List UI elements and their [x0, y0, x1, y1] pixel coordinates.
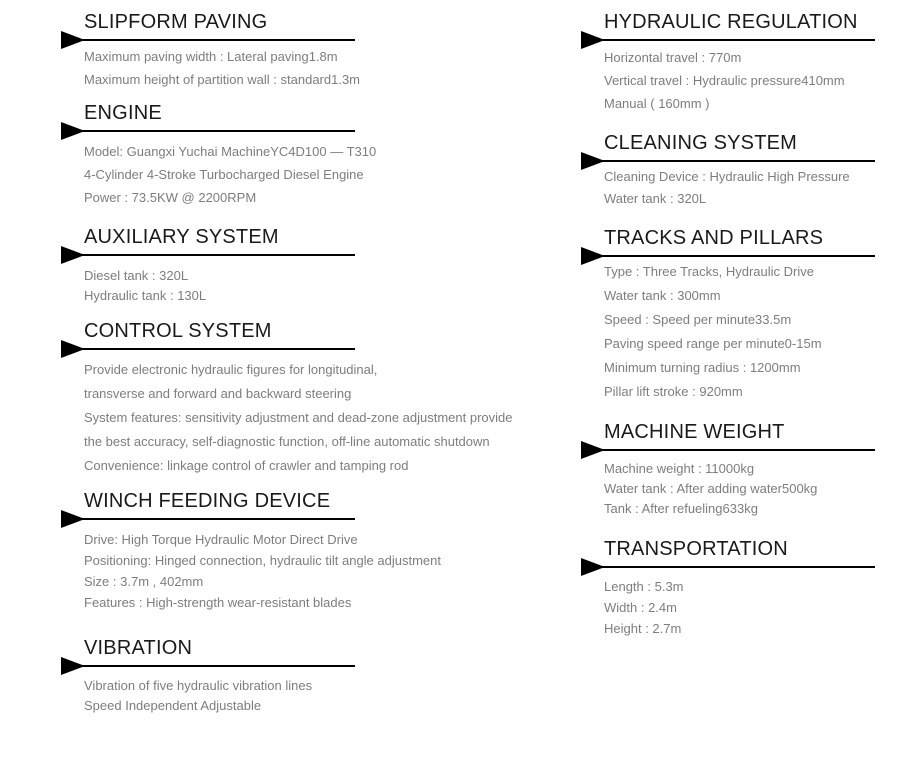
spec-line: Length : 5.3m — [604, 579, 684, 594]
spec-line: Width : 2.4m — [604, 600, 677, 615]
section-title: MACHINE WEIGHT — [604, 421, 785, 443]
arrow-right-marker-icon — [61, 657, 85, 675]
spec-lines — [583, 260, 875, 404]
arrow-right-marker-icon — [61, 340, 85, 358]
section-title: ENGINE — [84, 102, 162, 124]
spec-line: Maximum height of partition wall : standard1.3m — [84, 72, 361, 87]
section-tracks-and-pillars — [583, 225, 875, 404]
spec-line: Water tank : After adding water500kg — [604, 481, 818, 496]
section-vibration — [63, 635, 355, 716]
spec-lines — [63, 529, 441, 613]
spec-line: System features: sensitivity adjustment and dead-zone adjustment provide — [84, 410, 513, 425]
spec-line: Type : Three Tracks, Hydraulic Drive — [604, 264, 814, 279]
section-cleaning-system — [583, 130, 875, 210]
arrow-right-marker-icon — [61, 31, 85, 49]
spec-line: Cleaning Device : Hydraulic High Pressure — [604, 169, 850, 184]
section-title: TRACKS AND PILLARS — [604, 227, 824, 249]
arrow-right-marker-icon — [581, 152, 605, 170]
section-header — [583, 536, 875, 568]
section-header — [63, 224, 355, 256]
spec-line: Positioning: Hinged connection, hydraulic tilt angle adjustment — [84, 553, 441, 568]
section-title: VIBRATION — [84, 637, 193, 659]
section-title: TRANSPORTATION — [604, 538, 788, 560]
spec-line: the best accuracy, self-diagnostic function, off-line automatic shutdown — [84, 434, 490, 449]
section-slipform-paving — [63, 9, 361, 91]
spec-line: Maximum paving width : Lateral paving1.8m — [84, 49, 338, 64]
section-header — [63, 318, 355, 350]
arrow-right-marker-icon — [61, 510, 85, 528]
spec-lines — [63, 676, 355, 716]
section-title: CONTROL SYSTEM — [84, 320, 272, 342]
arrow-right-marker-icon — [581, 558, 605, 576]
section-title: CLEANING SYSTEM — [604, 132, 798, 154]
section-title: SLIPFORM PAVING — [84, 11, 268, 33]
section-title: AUXILIARY SYSTEM — [84, 226, 279, 248]
spec-line: 4-Cylinder 4-Stroke Turbocharged Diesel Engine — [84, 167, 364, 182]
spec-line: Manual ( 160mm ) — [604, 96, 710, 111]
spec-line: Speed : Speed per minute33.5m — [604, 312, 792, 327]
section-title: WINCH FEEDING DEVICE — [84, 490, 331, 512]
spec-line: Model: Guangxi Yuchai MachineYC4D100 — T310 — [84, 144, 377, 159]
section-auxiliary-system — [63, 224, 355, 306]
arrow-right-marker-icon — [61, 122, 85, 140]
arrow-right-marker-icon — [61, 246, 85, 264]
spec-lines — [583, 166, 875, 210]
section-control-system — [63, 318, 513, 478]
section-header — [583, 130, 875, 162]
spec-lines — [63, 140, 377, 209]
section-header — [63, 488, 355, 520]
spec-line: Height : 2.7m — [604, 621, 682, 636]
spec-lines — [63, 358, 513, 478]
spec-line: Drive: High Torque Hydraulic Motor Direct Drive — [84, 532, 358, 547]
section-engine — [63, 100, 377, 209]
section-title: HYDRAULIC REGULATION — [604, 11, 858, 33]
spec-line: transverse and forward and backward steering — [84, 386, 352, 401]
section-header — [583, 225, 875, 257]
spec-line: Tank : After refueling633kg — [604, 501, 758, 516]
section-header — [63, 100, 355, 132]
spec-line: Water tank : 320L — [604, 191, 707, 206]
section-header — [583, 419, 875, 451]
section-hydraulic-regulation — [583, 9, 875, 115]
section-header — [583, 9, 875, 41]
arrow-right-marker-icon — [581, 31, 605, 49]
spec-line: Vertical travel : Hydraulic pressure410mm — [604, 73, 845, 88]
section-header — [63, 635, 355, 667]
spec-lines — [63, 45, 361, 91]
section-transportation — [583, 536, 875, 639]
spec-line: Horizontal travel : 770m — [604, 50, 742, 65]
spec-line: Convenience: linkage control of crawler and tamping rod — [84, 458, 409, 473]
spec-line: Power : 73.5KW @ 2200RPM — [84, 190, 257, 205]
spec-line: Minimum turning radius : 1200mm — [604, 360, 801, 375]
spec-lines — [63, 266, 355, 306]
spec-line: Provide electronic hydraulic figures for longitudinal, — [84, 362, 378, 377]
spec-line: Water tank : 300mm — [604, 288, 721, 303]
spec-lines — [583, 576, 875, 639]
spec-line: Vibration of five hydraulic vibration lines — [84, 678, 313, 693]
arrow-right-marker-icon — [581, 441, 605, 459]
spec-line: Speed Independent Adjustable — [84, 698, 262, 713]
spec-line: Pillar lift stroke : 920mm — [604, 384, 743, 399]
spec-line: Features : High-strength wear-resistant blades — [84, 595, 352, 610]
spec-line: Machine weight : 11000kg — [604, 461, 755, 476]
arrow-right-marker-icon — [581, 247, 605, 265]
section-machine-weight — [583, 419, 875, 519]
spec-lines — [583, 46, 875, 115]
spec-lines — [583, 459, 875, 519]
spec-line: Hydraulic tank : 130L — [84, 288, 207, 303]
spec-line: Diesel tank : 320L — [84, 268, 189, 283]
spec-line: Size : 3.7m , 402mm — [84, 574, 204, 589]
section-header — [63, 9, 355, 41]
section-winch-feeding-device — [63, 488, 441, 613]
spec-line: Paving speed range per minute0-15m — [604, 336, 822, 351]
